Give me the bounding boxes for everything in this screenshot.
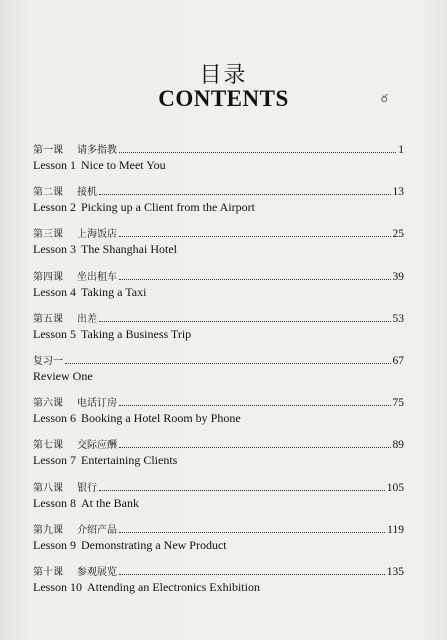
toc-entry[interactable] bbox=[33, 310, 404, 352]
lesson-title-chinese: 银行 bbox=[77, 482, 97, 494]
lesson-number-chinese: 第四课 bbox=[33, 271, 63, 283]
page-number: 1 bbox=[398, 144, 404, 156]
toc-entry[interactable] bbox=[33, 479, 404, 521]
lesson-title-english: At the Bank bbox=[81, 495, 139, 510]
lesson-title-chinese: 出差 bbox=[77, 313, 97, 325]
lesson-number-english: Lesson 3 bbox=[33, 242, 76, 257]
lesson-number-english: Lesson 9 bbox=[33, 537, 76, 552]
lesson-number-chinese: 第五课 bbox=[33, 313, 63, 325]
lesson-title-chinese: 上海饭店 bbox=[77, 229, 117, 241]
dot-leader bbox=[119, 566, 385, 575]
dot-leader bbox=[99, 186, 391, 195]
lesson-title-chinese: 电话订房 bbox=[77, 398, 117, 410]
dot-leader bbox=[65, 355, 391, 364]
lesson-title-english: Taking a Business Trip bbox=[81, 326, 192, 341]
dot-leader bbox=[119, 524, 385, 533]
toc-entry[interactable] bbox=[33, 225, 404, 267]
lesson-title-english: Attending an Electronics Exhibition bbox=[87, 579, 260, 594]
dot-leader bbox=[119, 228, 391, 237]
lesson-number-english: Lesson 7 bbox=[33, 453, 76, 468]
toc-entry[interactable] bbox=[33, 268, 404, 310]
toc-entry[interactable] bbox=[33, 436, 404, 478]
lesson-title-chinese: 接机 bbox=[77, 187, 97, 199]
contents-heading-chinese: 目录 bbox=[199, 63, 248, 88]
lesson-title-english: Picking up a Client from the Airport bbox=[81, 200, 255, 215]
toc-entry[interactable] bbox=[33, 394, 404, 436]
lesson-title-english: Taking a Taxi bbox=[81, 284, 147, 299]
page-number: 25 bbox=[392, 228, 404, 241]
toc-entry-review[interactable] bbox=[33, 352, 404, 394]
lesson-number-english: Lesson 2 bbox=[33, 200, 76, 215]
lesson-number-english: Lesson 10 bbox=[33, 579, 82, 594]
review-number-chinese: 复习一 bbox=[33, 355, 63, 367]
review-title-english: Review One bbox=[33, 368, 93, 383]
lesson-title-chinese: 交际应酬 bbox=[77, 440, 117, 452]
dot-leader bbox=[99, 313, 391, 322]
page-number: 13 bbox=[392, 186, 404, 199]
lesson-title-english: The Shanghai Hotel bbox=[81, 242, 177, 257]
lesson-number-chinese: 第二课 bbox=[33, 187, 63, 199]
lesson-number-chinese: 第三课 bbox=[33, 229, 63, 241]
page-number: 119 bbox=[387, 523, 404, 536]
dot-leader bbox=[119, 397, 391, 406]
page-number: 135 bbox=[386, 565, 404, 578]
lesson-number-chinese: 第一课 bbox=[33, 145, 63, 156]
lesson-title-english: Nice to Meet You bbox=[81, 158, 166, 172]
lesson-number-english: Lesson 5 bbox=[33, 326, 76, 341]
lesson-title-english: Entertaining Clients bbox=[81, 453, 178, 468]
page-number: 67 bbox=[392, 354, 404, 367]
page-number: 75 bbox=[392, 397, 404, 410]
lesson-number-chinese: 第六课 bbox=[33, 398, 63, 410]
lesson-number-chinese: 第八课 bbox=[33, 482, 63, 494]
lesson-number-chinese: 第十课 bbox=[33, 566, 63, 578]
toc-entry[interactable] bbox=[33, 521, 404, 563]
page-mark: ర bbox=[381, 92, 388, 105]
lesson-number-chinese: 第九课 bbox=[33, 524, 63, 536]
contents-list bbox=[33, 141, 404, 605]
lesson-title-english: Demonstrating a New Product bbox=[81, 537, 227, 552]
contents-heading-english: CONTENTS bbox=[158, 86, 289, 111]
lesson-number-english: Lesson 6 bbox=[33, 411, 76, 426]
lesson-title-chinese: 请多指教 bbox=[77, 145, 117, 156]
dot-leader bbox=[119, 439, 391, 448]
page-number: 105 bbox=[386, 481, 404, 494]
lesson-title-chinese: 介绍产品 bbox=[77, 524, 117, 536]
page-number: 89 bbox=[392, 439, 404, 452]
dot-leader bbox=[99, 482, 385, 491]
lesson-title-english: Booking a Hotel Room by Phone bbox=[81, 411, 241, 426]
toc-entry[interactable] bbox=[33, 563, 404, 605]
lesson-number-english: Lesson 8 bbox=[33, 495, 76, 510]
page-number: 53 bbox=[392, 312, 404, 325]
dot-leader bbox=[119, 144, 396, 153]
dot-leader bbox=[119, 271, 391, 280]
lesson-number-english: Lesson 4 bbox=[33, 284, 76, 299]
page-number: 39 bbox=[392, 270, 404, 283]
lesson-number-chinese: 第七课 bbox=[33, 440, 63, 452]
lesson-number-english: Lesson 1 bbox=[33, 158, 76, 172]
toc-entry[interactable] bbox=[33, 141, 404, 183]
lesson-title-chinese: 坐出租车 bbox=[77, 271, 117, 283]
toc-entry[interactable] bbox=[33, 183, 404, 225]
lesson-title-chinese: 参观展览 bbox=[77, 566, 117, 578]
